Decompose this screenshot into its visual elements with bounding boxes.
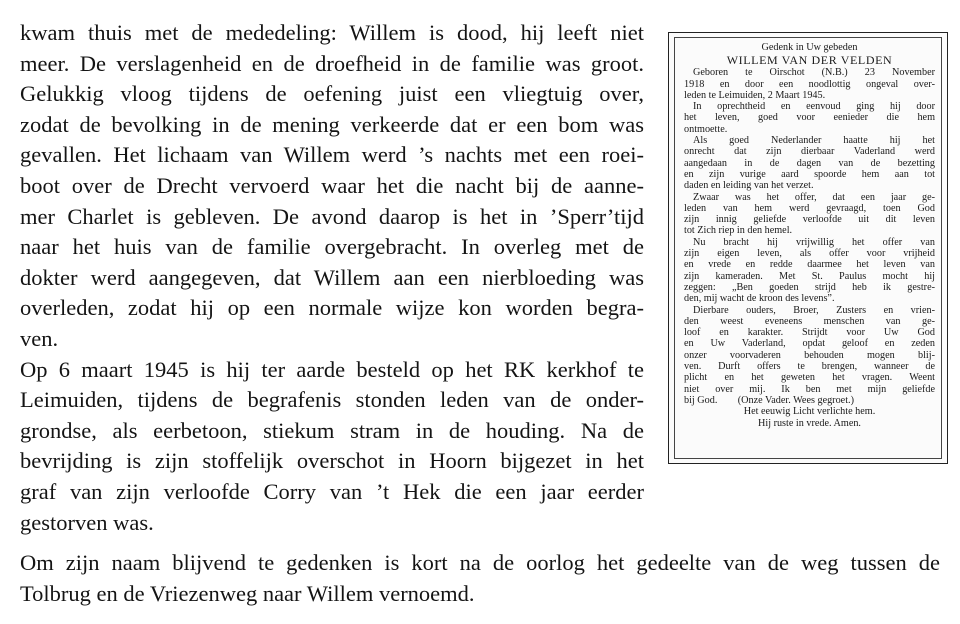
closing-paragraph [20,548,940,609]
text-line: Om zijn naam blijvend te gedenken is kort na de oorlog het gedeelte van de weg tussen de [20,550,940,575]
text-line: zodat de bevolking in de mening verkeerde dat er een bom was [20,111,644,137]
text-line: dokter werd aangegeven, dat Willem aan een nierbloeding was [20,264,644,290]
text-line: grondse, als eerbetoon, stiekum stram in de houding. Na de [20,417,644,443]
card-line: loof en karakter. Strijdt voor Uw God [684,327,935,339]
text-line: ven. [20,325,59,351]
text-line: Leimuiden, tijdens de begrafenis stonden leden van de onder- [20,387,644,413]
card-line: onrecht dat zijn dierbaar Vaderland werd [684,146,935,158]
card-line: onzer voorvaderen behouden mogen blij- [684,349,935,361]
card-line: ven. Durft offers te brengen, wanneer de [684,361,935,373]
card-line: 1918 en door een noodlottig ongeval over- [684,78,935,90]
text-line: Op 6 maart 1945 is hij ter aarde besteld op het RK kerkhof te [20,356,644,382]
text-line: overleden, zodat hij op een normale wijze kon worden begra- [20,295,644,321]
text-line: naar het huis van de familie overgebracht. In overleg met de [20,234,644,260]
card-line: aangedaan in de dagen van de bezetting [684,157,935,169]
text-line: boot over de Drecht vervoerd waar het die nacht bij de aanne- [20,172,644,198]
text-line: meer. De verslagenheid en de droefheid in de familie was groot. [20,50,644,76]
card-line: Zwaar was het offer, dat een jaar ge- [693,191,935,203]
card-line: leden van hem werd gevraagd, toen God [684,202,935,214]
card-line: zeggen: „Ben goeden strijd heb ik gestre- [684,281,935,293]
text-line: Tolbrug en de Vriezenweg naar Willem vernoemd. [20,580,475,606]
card-name: WILLEM VAN DER VELDEN [726,53,893,68]
card-line: tot Zich riep in den hemel. [684,225,793,237]
card-header: Gedenk in Uw gebeden [761,42,858,53]
card-line: en zijn vurige aard spoorde hem aan tot [684,168,935,180]
memorial-card [668,32,948,464]
card-line: zijn kameraden. Met St. Paulus mocht hij [684,270,935,282]
card-line: den weest eveneens menschen van ge- [684,315,935,327]
card-line: Nu bracht hij vrijwillig het offer van [693,236,935,248]
card-closing-light: Het eeuwig Licht verlichte hem. [743,406,876,418]
card-line: zijn innig geliefde verloofde uit dit leven [684,214,935,226]
card-line: Dierbare ouders, Broer, Zusters en vrien- [693,304,935,316]
card-line: daden en leiding van het verzet. [684,180,814,192]
text-line: graf van zijn verloofde Corry van ’t Hek die een jaar eerder [20,478,644,504]
text-line: kwam thuis met de mededeling: Willem is dood, hij leeft niet [20,20,644,45]
card-line: Geboren te Oirschot (N.B.) 23 November [693,67,935,79]
text-line: gevallen. Het lichaam van Willem werd ’s nachts met een roei- [20,142,644,168]
card-line: niet over mij. Ik ben met mijn geliefde [684,383,935,395]
card-line: den, mij wacht de kroon des levens”. [684,293,835,305]
text-line: mer Charlet is gebleven. De avond daarop is het in ’Sperr’tijd [20,203,644,229]
card-line: ontmoette. [684,123,728,135]
text-line: gestorven was. [20,509,154,535]
card-line: en vrede en redde daarmee het leven van [684,259,935,271]
card-line: bij God. (Onze Vader. Wees gegroet.) [684,394,854,406]
text-line: Gelukkig vloog tijdens de oefening juist een vliegtuig over, [20,81,644,107]
card-closing-amen: Hij ruste in vrede. Amen. [758,417,861,429]
memorial-card-body [674,37,942,459]
card-line: het leven, goed voor eenieder die hem [684,112,935,124]
card-line: Als goed Nederlander haatte hij het [693,135,935,147]
card-line: en Uw Vaderland, opdat geloof en zeden [684,338,935,350]
main-paragraph [20,18,644,538]
card-line: zijn eigen leven, als offer voor vrijheid [684,248,935,260]
text-line: bevrijding is zijn stoffelijk overschot in Hoorn bijgezet in het [20,448,644,474]
card-line: leden te Leimuiden, 2 Maart 1945. [684,89,826,101]
card-line: plicht en het geweten het vragen. Weent [684,372,935,384]
card-line: In oprechtheid en eenvoud ging hij door [693,101,935,113]
